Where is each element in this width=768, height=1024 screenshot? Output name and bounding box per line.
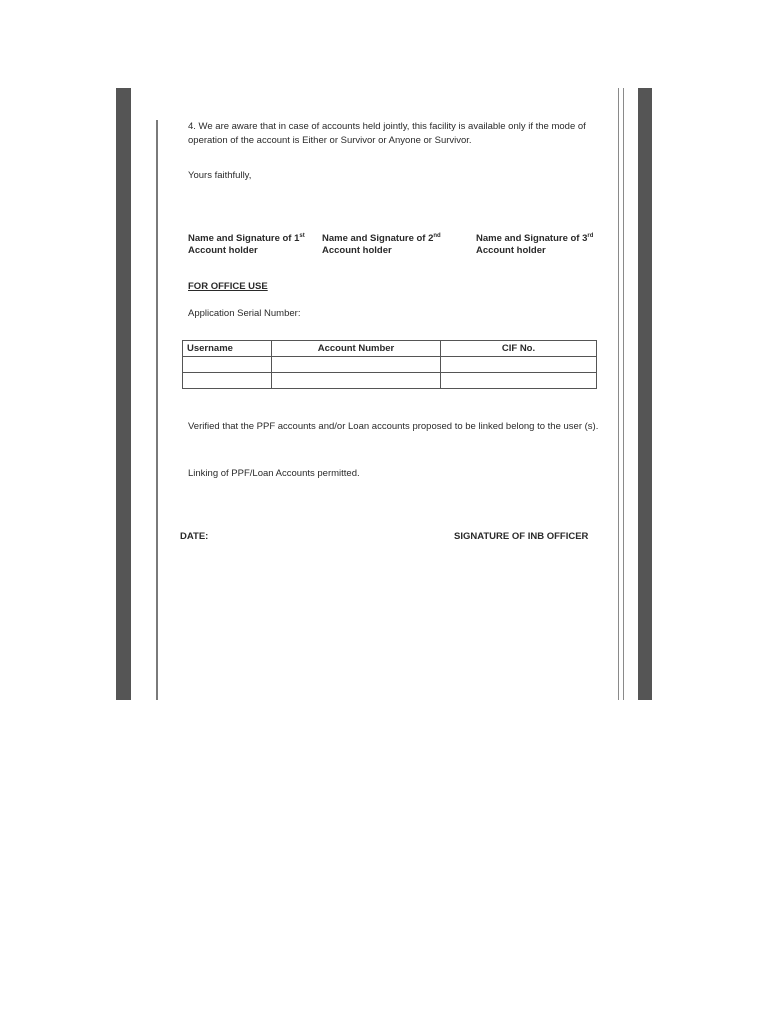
table-cell [441, 373, 597, 389]
table-header-row [183, 341, 597, 357]
office-use-heading: FOR OFFICE USE [188, 281, 268, 292]
signature-2-holder: Account holder [322, 245, 392, 257]
clause-4: 4. We are aware that in case of accounts held jointly, this facility is available only if the mode of operation of the account is Either or Survivor or Anyone or Survivor. [188, 121, 586, 146]
date-label: DATE: [180, 531, 209, 542]
table-cell [183, 357, 272, 373]
table-cell [441, 357, 597, 373]
permission-text: Linking of PPF/Loan Accounts permitted. [188, 468, 360, 479]
office-table [182, 340, 597, 389]
signature-block-2 [322, 230, 441, 257]
signature-2-sup: nd [433, 233, 441, 239]
signature-3-sup: rd [587, 233, 594, 239]
serial-number-label: Application Serial Number: [188, 308, 301, 319]
col-account-number: Account Number [272, 341, 441, 357]
col-username: Username [183, 341, 272, 357]
closing: Yours faithfully, [188, 170, 252, 181]
table-row [183, 373, 597, 389]
table-cell [272, 373, 441, 389]
signature-3-holder: Account holder [476, 245, 546, 257]
col-cif-no: CIF No. [441, 341, 597, 357]
scanned-page [116, 88, 652, 700]
document-body [116, 88, 652, 700]
signature-1-sup: st [299, 233, 305, 239]
signature-1-label: Name and Signature of 1 [188, 233, 300, 245]
table-row [183, 357, 597, 373]
verification-text: Verified that the PPF accounts and/or Loan accounts proposed to be linked belong to the user (s). [188, 421, 599, 432]
signature-block-3 [476, 230, 593, 257]
signature-block-1 [188, 230, 305, 257]
signature-1-holder: Account holder [188, 245, 258, 257]
signature-2-label: Name and Signature of 2 [322, 233, 434, 245]
table-cell [183, 373, 272, 389]
signature-3-label: Name and Signature of 3 [476, 233, 588, 245]
officer-signature-label: SIGNATURE OF INB OFFICER [454, 531, 589, 542]
table-cell [272, 357, 441, 373]
